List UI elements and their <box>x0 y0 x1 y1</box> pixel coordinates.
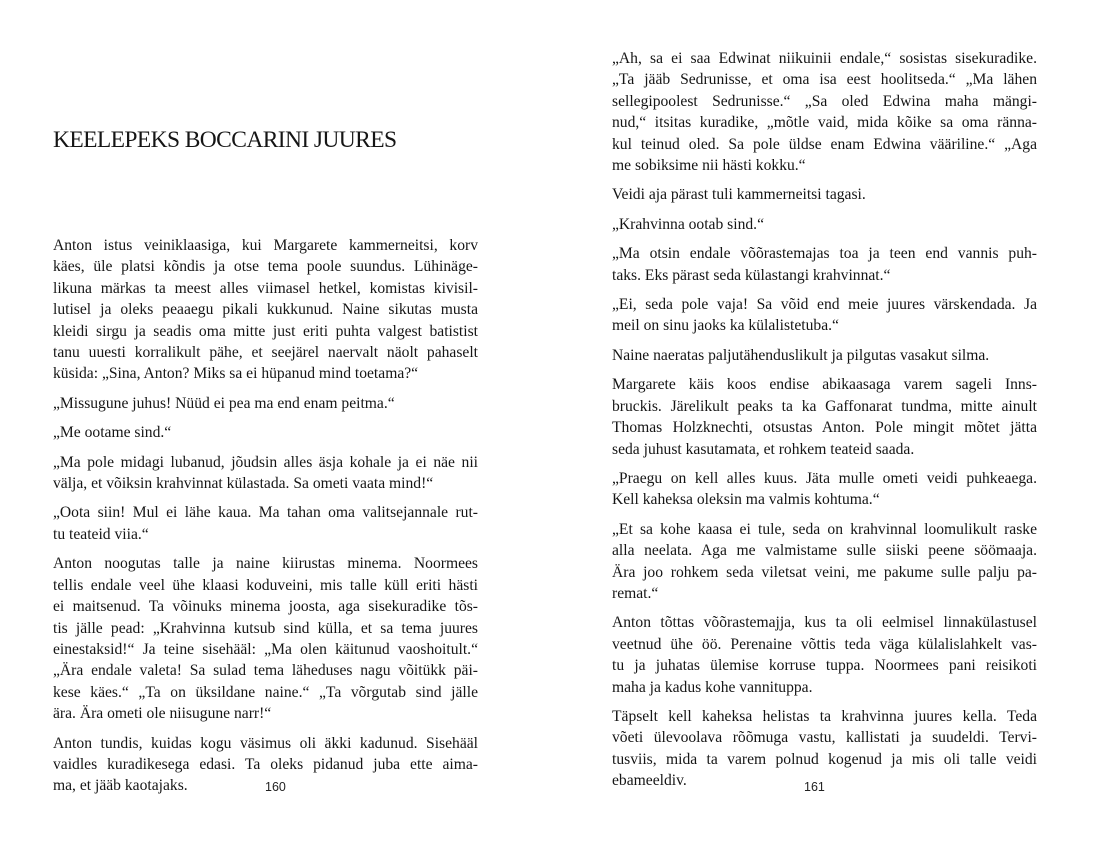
paragraph <box>612 374 1037 460</box>
right-page-text <box>612 48 1037 800</box>
paragraph <box>612 345 1037 366</box>
text-line: Naine naeratas paljutähenduslikult ja pilgutas vasakut silma. <box>612 346 990 364</box>
text-line: välja, et võiksin krahvinnat külastada. Sa ometi vaata mind!“ <box>53 475 434 493</box>
text-line: ebameeldiv. <box>612 772 687 790</box>
text-line: bruckis. Järelikult peaks ta ka Gaffonarat tundma, mitte ainult <box>612 397 1037 415</box>
text-line: Anton istus veiniklaasiga, kui Margarete kammerneitsi, korv <box>53 237 478 254</box>
page-number-right: 161 <box>804 780 825 794</box>
text-line: ma, et jääb kaotajaks. <box>53 777 188 795</box>
left-page-text <box>53 235 478 805</box>
text-line: Kell kaheksa oleksin ma valmis kohtuma.“ <box>612 491 880 509</box>
text-line: ei maitsenud. Ta võinuks minema joosta, aga sisekuradike tõs- <box>53 598 478 616</box>
paragraph <box>612 468 1037 511</box>
paragraph <box>612 706 1037 792</box>
paragraph <box>612 184 1037 205</box>
text-line: alla neelata. Aga me valmistame sulle siiski peene söömaaja. <box>612 542 1037 560</box>
text-line: seda juhust kasutamata, et rohkem teateid saada. <box>612 440 915 458</box>
text-line: Anton tundis, kuidas kogu väsimus oli äkki kadunud. Sisehääl <box>53 734 478 752</box>
text-line: veetnud ühe öö. Perenaine võttis teda väga külalislahkelt vas- <box>612 635 1037 653</box>
paragraph <box>53 422 478 443</box>
text-line: tusviis, mida ta varem polnud kogenud ja mis oli talle veidi <box>612 750 1037 768</box>
paragraph <box>612 519 1037 605</box>
text-line: kese käes.“ „Ta on üksildane naine.“ „Ta võrgutab sind jälle <box>53 683 478 701</box>
text-line: „Ma otsin endale võõrastemajas toa ja teen end vannis puh- <box>612 245 1037 263</box>
text-line: „Oota siin! Mul ei lähe kaua. Ma tahan oma valitsejannale rut- <box>53 504 478 522</box>
text-line: kul teinud oled. Sa pole üldse enam Edwina vääriline.“ „Aga <box>612 135 1037 153</box>
text-line: „Missugune juhus! Nüüd ei pea ma end enam peitma.“ <box>53 394 395 412</box>
paragraph <box>612 243 1037 286</box>
text-line: „Ta jääb Sedrunisse, et oma isa eest hoolitseda.“ „Ma lähen <box>612 71 1037 89</box>
text-line: võeti ülevoolava rõõmuga vastu, kallistati ja suudeldi. Tervi- <box>612 729 1037 747</box>
page-number-left: 160 <box>265 780 286 794</box>
paragraph <box>53 452 478 495</box>
text-line: tanu uuesti korralikult pähe, et seejärel naervalt näolt pahaselt <box>53 344 478 362</box>
text-line: ära. Ära ometi ole niisugune narr!“ <box>53 705 272 723</box>
text-line: „Krahvinna ootab sind.“ <box>612 215 764 233</box>
text-line: „Me ootame sind.“ <box>53 424 172 442</box>
text-line: Täpselt kell kaheksa helistas ta krahvinna juures kella. Teda <box>612 707 1037 725</box>
text-line: „Ma pole midagi lubanud, jõudsin alles äsja kohale ja ei näe nii <box>53 453 478 471</box>
text-line: meil on sinu jaoks ka külalistetuba.“ <box>612 317 839 335</box>
text-line: käes, üle platsi kõndis ja otse tema poole suundus. Lühinäge- <box>53 258 478 276</box>
text-line: likuna märkas ta meest alles viimasel hetkel, komistas kivisil- <box>53 279 478 297</box>
chapter-title: KEELEPEKS BOCCARINI JUURES <box>53 127 397 153</box>
text-line: Ära joo rohkem seda viletsat veini, me pakume sulle palju pa- <box>612 563 1037 581</box>
text-line: einestaksid!“ Ja teine sisehääl: „Ma olen käitunud vaoshoitult.“ <box>53 640 478 658</box>
text-line: Margarete käis koos endise abikaasaga varem sageli Inns- <box>612 376 1037 394</box>
text-line: küsida: „Sina, Anton? Miks sa ei hüpanud mind toetama?“ <box>53 365 419 383</box>
text-line: maha ja kadus kohe vannituppa. <box>612 678 813 696</box>
text-line: Veidi aja pärast tuli kammerneitsi tagasi. <box>612 186 866 204</box>
text-line: kleidi sirgu ja seadis oma mitte just eriti puhta valgest batistist <box>53 322 478 340</box>
text-line: vaidles kuradikesega edasi. Ta oleks pidanud juba ette aima- <box>53 755 478 773</box>
paragraph <box>53 502 478 545</box>
text-line: Thomas Holzknechti, otsustas Anton. Pole mingit mõtet jätta <box>612 419 1037 437</box>
text-line: me sobiksime nii hästi kokku.“ <box>612 157 806 175</box>
paragraph <box>53 553 478 724</box>
text-line: taks. Eks pärast seda külastangi krahvinnat.“ <box>612 266 891 284</box>
paragraph <box>612 612 1037 698</box>
paragraph <box>612 48 1037 176</box>
text-line: lutisel ja oleks peaaegu pikali kukkunud. Naine sikutas musta <box>53 301 478 319</box>
text-line: „Ei, seda pole vaja! Sa võid end meie juures värskendada. Ja <box>612 296 1037 314</box>
text-line: nud,“ itsitas kuradike, „mõtle vaid, mida kõike sa oma ränna- <box>612 114 1037 132</box>
paragraph <box>612 214 1037 235</box>
text-line: tis jälle pead: „Krahvinna kutsub sind külla, et sa tema juures <box>53 619 478 637</box>
text-line: remat.“ <box>612 584 659 602</box>
text-line: Anton noogutas talle ja naine kiirustas minema. Noormees <box>53 555 478 573</box>
text-line: „Praegu on kell alles kuus. Jäta mulle ometi veidi puhkeaega. <box>612 469 1037 487</box>
text-line: tellis endale veel ühe klaasi koduveini, mis talle küll eriti hästi <box>53 576 478 594</box>
text-line: tu teateid viia.“ <box>53 525 149 543</box>
right-page <box>551 0 1102 842</box>
text-line: Anton tõttas võõrastemajja, kus ta oli eelmisel linnakülastusel <box>612 614 1037 632</box>
paragraph <box>53 393 478 414</box>
text-line: „Ah, sa ei saa Edwinat niikuinii endale,“ sosistas sisekuradike. <box>612 50 1037 67</box>
text-line: „Ära endale valeta! Sa sulad tema läheduses nagu võitükk päi- <box>53 662 478 680</box>
text-line: sellegipoolest Sedrunisse.“ „Sa oled Edwina maha mängi- <box>612 92 1037 110</box>
text-line: „Et sa kohe kaasa ei tule, seda on krahvinnal loomulikult raske <box>612 520 1037 538</box>
paragraph <box>612 294 1037 337</box>
text-line: tu ja juhatas ülemise korruse tuppa. Noormees pani reisikoti <box>612 657 1037 675</box>
paragraph <box>53 235 478 385</box>
